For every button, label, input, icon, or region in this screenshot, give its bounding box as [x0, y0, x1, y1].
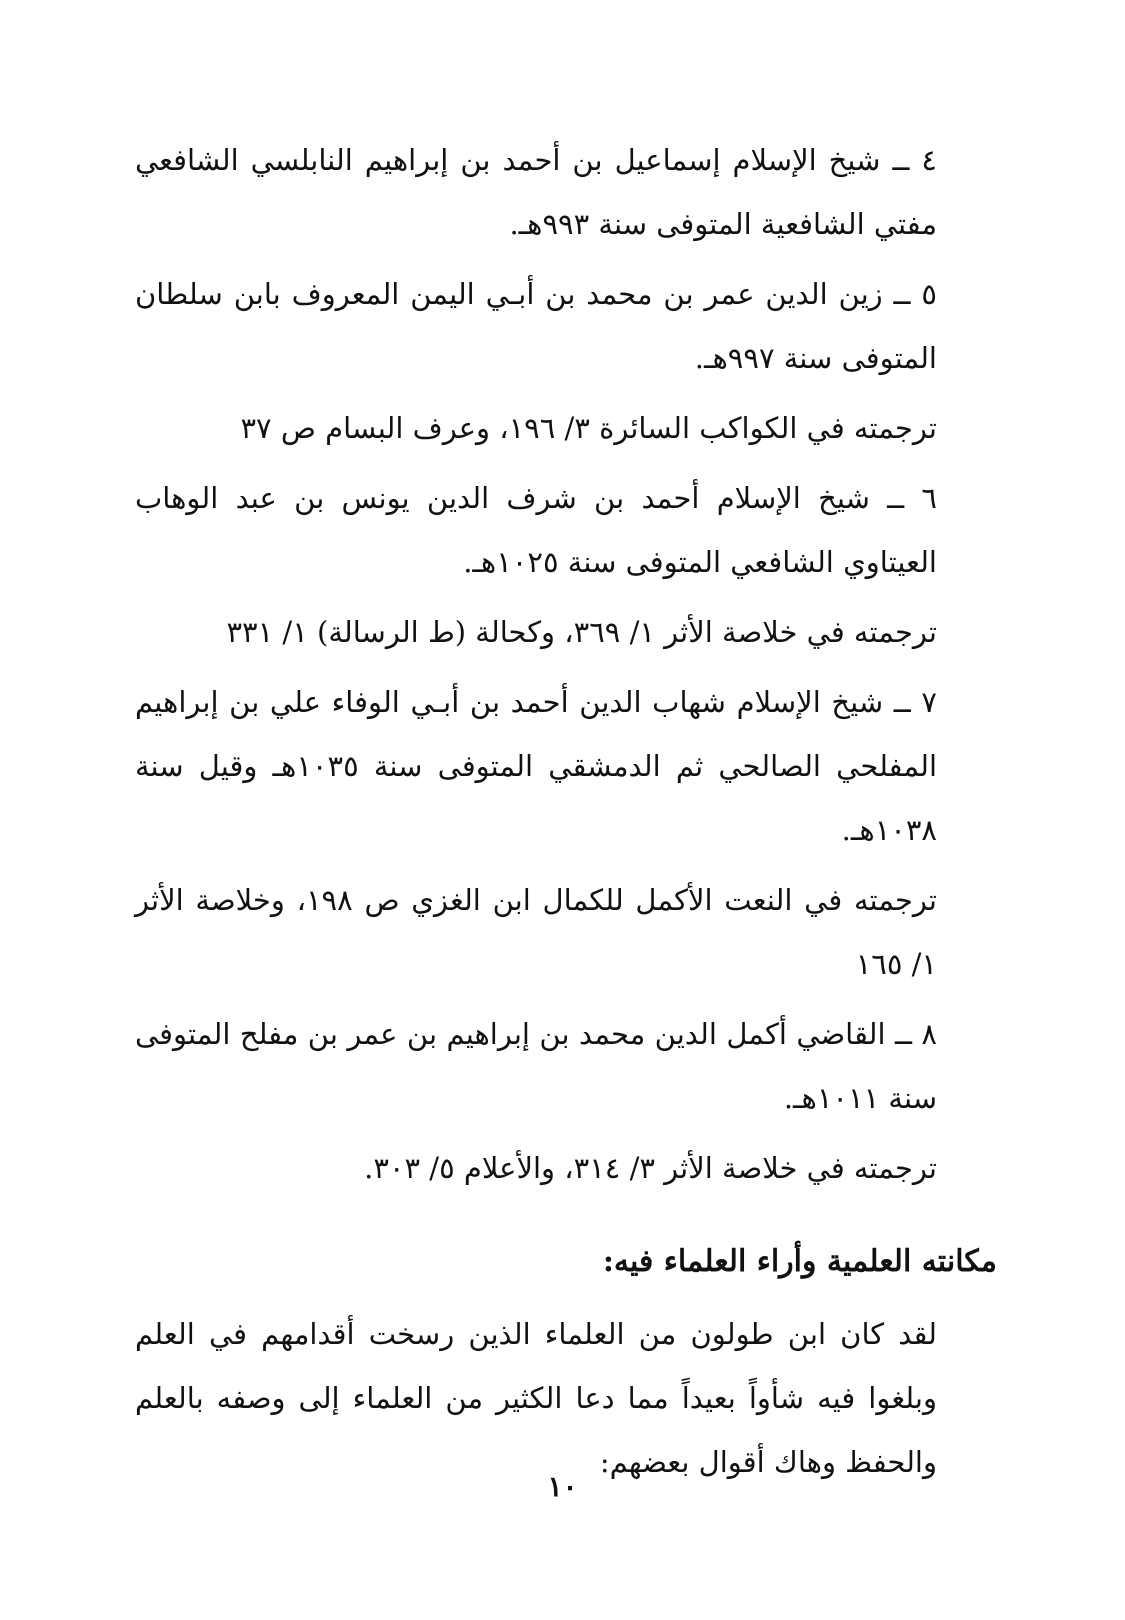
entry-8-content: ٨ ــ القاضي أكمل الدين محمد بن إبراهيم بن عمر بن مفلح المتوفى سنة ١٠١١هـ.	[135, 1017, 937, 1115]
section-body	[135, 1302, 997, 1494]
entry-5-content: ٥ ــ زين الدين عمر بن محمد بن أبـي اليمن المعروف بابن سلطان المتوفى سنة ٩٩٧هـ.	[135, 277, 937, 375]
section-body-content: لقد كان ابن طولون من العلماء الذين رسخت أقدامهم في العلم وبلغوا فيه شأواً بعيداً مما دعا الكثير من العلماء إلى وصفه بالعلم والحفظ وهاك أقوال بعضهم:	[135, 1317, 937, 1479]
page-body	[135, 128, 997, 1500]
page-number: ١٠	[547, 1470, 578, 1503]
entry-4-text	[135, 128, 997, 256]
entry-7-reference	[135, 868, 997, 996]
entry-7-reference-content: ترجمته في النعت الأكمل للكمال ابن الغزي ص ١٩٨، وخلاصة الأثر ١/ ١٦٥	[135, 883, 938, 981]
entry-7-content: ٧ ــ شيخ الإسلام شهاب الدين أحمد بن أبـي الوفاء علي بن إبراهيم المفلحي الصالحي ثم الدمشقي المتوفى سنة ١٠٣٥هـ وقيل سنة ١٠٣٨هـ.	[135, 685, 937, 847]
entry-6-reference: ترجمته في خلاصة الأثر ١/ ٣٦٩، وكحالة (ط الرسالة) ١/ ٣٣١	[226, 615, 937, 649]
entry-7-text	[135, 670, 997, 862]
entry-8-reference: ترجمته في خلاصة الأثر ٣/ ٣١٤، والأعلام ٥/ ٣٠٣.	[364, 1151, 937, 1185]
entry-6-content: ٦ ــ شيخ الإسلام أحمد بن شرف الدين يونس بن عبد الوهاب العيتاوي الشافعي المتوفى سنة ١٠٢٥هـ.	[135, 481, 937, 579]
entry-4-content: ٤ ــ شيخ الإسلام إسماعيل بن أحمد بن إبراهيم النابلسي الشافعي مفتي الشافعية المتوفى سنة ٩٩٣هـ.	[135, 143, 937, 241]
entry-8-text	[135, 1002, 997, 1130]
entry-5-reference: ترجمته في الكواكب السائرة ٣/ ١٩٦، وعرف البسام ص ٣٧	[240, 411, 937, 445]
entry-6-text	[135, 466, 997, 594]
entry-5-text	[135, 262, 997, 390]
section-heading: مكانته العلمية وأراء العلماء فيه:	[602, 1244, 997, 1279]
